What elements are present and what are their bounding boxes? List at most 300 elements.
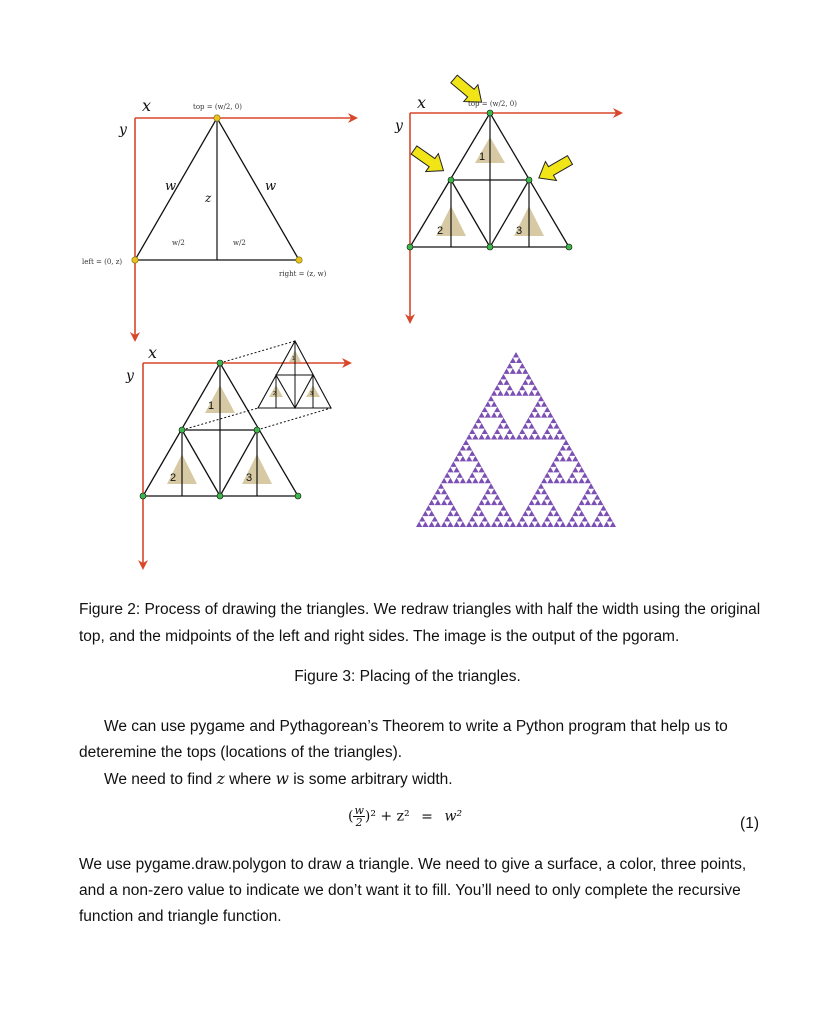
sierpinski-cell: [425, 505, 431, 510]
sierpinski-cell: [563, 440, 569, 445]
sierpinski-cell: [522, 368, 528, 373]
panel-1-geometry: [132, 115, 356, 340]
panel2-top-label: top = (w/2, 0): [468, 100, 517, 108]
sierpinski-cell: [554, 467, 560, 472]
sierpinski-cell: [504, 379, 510, 384]
sierpinski-cell: [485, 434, 491, 439]
sierpinski-cell: [560, 456, 566, 461]
sierpinski-cell: [529, 423, 535, 428]
sierpinski-cell: [457, 450, 463, 455]
sierpinski-cell: [569, 450, 575, 455]
sierpinski-cell: [572, 522, 578, 527]
eq-equals: =: [421, 808, 433, 825]
panel3-mini-label-3: 3: [310, 391, 313, 397]
panel3-zoom-line: [257, 408, 331, 430]
sierpinski-cell: [475, 461, 481, 466]
sierpinski-cell: [422, 522, 428, 527]
sierpinski-cell: [466, 434, 472, 439]
sierpinski-cell: [510, 434, 516, 439]
eq-frac-num: w: [354, 804, 364, 817]
panel2-tri-label-3: 3: [516, 225, 523, 237]
sierpinski-cell: [547, 478, 553, 483]
sierpinski-cell: [429, 522, 435, 527]
sierpinski-cell: [597, 511, 603, 516]
sierpinski-cell: [532, 494, 538, 499]
sierpinski-cell: [541, 401, 547, 406]
sierpinski-cell: [572, 456, 578, 461]
sierpinski-cell: [482, 407, 488, 412]
sierpinski-cell: [497, 423, 503, 428]
sierpinski-cell: [422, 511, 428, 516]
sierpinski-cell: [504, 434, 510, 439]
sierpinski-cell: [557, 516, 563, 521]
sierpinski-cell: [444, 516, 450, 521]
panel3-vertex: [179, 427, 185, 433]
eq-right: w²: [444, 808, 463, 825]
sierpinski-cell: [441, 522, 447, 527]
sierpinski-cell: [488, 483, 494, 488]
sierpinski-cell: [522, 423, 528, 428]
sierpinski-cell: [447, 500, 453, 505]
sierpinski-cell: [554, 423, 560, 428]
sierpinski-cell: [547, 412, 553, 417]
sierpinski-cell: [485, 478, 491, 483]
panel2-vertex: [487, 110, 493, 116]
sierpinski-cell: [491, 522, 497, 527]
sierpinski-cell: [594, 494, 600, 499]
sierpinski-cell: [454, 478, 460, 483]
sierpinski-cell: [482, 472, 488, 477]
sierpinski-cell: [585, 489, 591, 494]
panel3-zoom-line: [220, 341, 295, 363]
panel3-vertex: [295, 493, 301, 499]
sierpinski-cell: [491, 401, 497, 406]
sierpinski-cell: [532, 516, 538, 521]
eq-frac-den: 2: [355, 816, 363, 829]
panel1-height-label: z: [205, 191, 212, 205]
sierpinski-cell: [447, 511, 453, 516]
sierpinski-cell: [604, 511, 610, 516]
sierpinski-cell: [504, 368, 510, 373]
sierpinski-cell: [557, 450, 563, 455]
sierpinski-cell: [579, 467, 585, 472]
sierpinski-cell: [585, 522, 591, 527]
sierpinski-cell: [522, 390, 528, 395]
sierpinski-cell: [460, 445, 466, 450]
sierpinski-cell: [510, 368, 516, 373]
panel2-vertex: [448, 177, 454, 183]
sierpinski-cell: [441, 489, 447, 494]
sierpinski-cell: [547, 434, 553, 439]
sierpinski-cell: [435, 500, 441, 505]
sierpinski-cell: [488, 396, 494, 401]
sierpinski-cell: [544, 494, 550, 499]
sierpinski-cell: [432, 516, 438, 521]
panel1-half-right-label: w/2: [233, 239, 246, 247]
sierpinski-cell: [441, 478, 447, 483]
sierpinski-cell: [472, 467, 478, 472]
sierpinski-cell: [466, 456, 472, 461]
sierpinski-cell: [454, 456, 460, 461]
sierpinski-cell: [535, 390, 541, 395]
sierpinski-cell: [475, 505, 481, 510]
sierpinski-cell: [491, 390, 497, 395]
sierpinski-cell: [525, 418, 531, 423]
sierpinski-cell: [491, 412, 497, 417]
sierpinski-cell: [479, 511, 485, 516]
panel3-vertex: [217, 493, 223, 499]
sierpinski-cell: [469, 516, 475, 521]
sierpinski-cell: [479, 412, 485, 417]
panel-2-geometry: [407, 71, 621, 322]
sierpinski-cell: [497, 500, 503, 505]
sierpinski-cell: [525, 374, 531, 379]
sierpinski-cell: [544, 407, 550, 412]
sierpinski-cell: [532, 429, 538, 434]
sierpinski-cell: [469, 429, 475, 434]
sierpinski-cell: [494, 385, 500, 390]
sierpinski-cell: [460, 478, 466, 483]
sierpinski-cell: [504, 511, 510, 516]
sierpinski-cell: [554, 434, 560, 439]
sierpinski-cell: [519, 363, 525, 368]
sierpinski-cell: [460, 456, 466, 461]
sierpinski-cell: [554, 522, 560, 527]
panel3-x-label: x: [148, 343, 158, 362]
var-w: w: [275, 770, 289, 788]
panel3-tri-label-3: 3: [246, 472, 253, 484]
panel1-y-label: y: [119, 122, 127, 138]
sierpinski-cell: [497, 434, 503, 439]
sierpinski-cell: [588, 483, 594, 488]
sierpinski-cell: [585, 500, 591, 505]
para-text: We need to find: [104, 771, 217, 788]
sierpinski-cell: [519, 516, 525, 521]
sierpinski-cell: [429, 500, 435, 505]
sierpinski-cell: [541, 434, 547, 439]
panel2-vertex: [566, 244, 572, 250]
sierpinski-cell: [575, 461, 581, 466]
sierpinski-cell: [479, 434, 485, 439]
sierpinski-cell: [532, 385, 538, 390]
sierpinski-cell: [554, 456, 560, 461]
sierpinski-cell: [504, 390, 510, 395]
panel2-vertex: [487, 244, 493, 250]
panel3-y-label: y: [126, 368, 134, 384]
sierpinski-cell: [541, 500, 547, 505]
sierpinski-cell: [597, 500, 603, 505]
sierpinski-cell: [550, 461, 556, 466]
sierpinski-cell: [435, 489, 441, 494]
sierpinski-cell: [529, 511, 535, 516]
panel1-right-label: right = (z, w): [279, 270, 327, 278]
sierpinski-cell: [507, 516, 513, 521]
figure-3-caption: Figure 3: Placing of the triangles.: [294, 668, 521, 685]
sierpinski-cell: [575, 505, 581, 510]
sierpinski-cell: [482, 429, 488, 434]
sierpinski-cell: [560, 445, 566, 450]
sierpinski-cell: [522, 511, 528, 516]
sierpinski-cell: [535, 500, 541, 505]
sierpinski-cell: [516, 390, 522, 395]
sierpinski-cell: [569, 516, 575, 521]
sierpinski-cell: [566, 445, 572, 450]
sierpinski-cell: [441, 500, 447, 505]
sierpinski-cell: [479, 478, 485, 483]
sierpinski-cell: [447, 467, 453, 472]
sierpinski-cell: [519, 385, 525, 390]
sierpinski-cell: [529, 522, 535, 527]
sierpinski-cell: [429, 511, 435, 516]
panel3-tri-label-2: 2: [170, 472, 177, 484]
panel1-left-side-label: w: [165, 179, 177, 194]
panel2-vertex: [526, 177, 532, 183]
sierpinski-cell: [444, 472, 450, 477]
sierpinski-cell: [507, 385, 513, 390]
para-text: is some arbitrary width.: [288, 771, 453, 788]
sierpinski-cell: [466, 445, 472, 450]
sierpinski-cell: [522, 434, 528, 439]
sierpinski-cell: [547, 511, 553, 516]
panel1-left-vertex: [132, 257, 138, 263]
sierpinski-cell: [547, 467, 553, 472]
panel2-tri-label-1: 1: [479, 151, 486, 163]
para-text: where: [224, 771, 276, 788]
sierpinski-cell: [547, 522, 553, 527]
sierpinski-cell: [572, 467, 578, 472]
panel2-vertex: [407, 244, 413, 250]
panel1-x-label: x: [142, 96, 152, 115]
yellow-arrow-icon: [408, 141, 450, 180]
sierpinski-cell: [529, 379, 535, 384]
sierpinski-cell: [510, 357, 516, 362]
sierpinski-cell: [510, 390, 516, 395]
sierpinski-cell: [457, 516, 463, 521]
sierpinski-cell: [479, 467, 485, 472]
sierpinski-cell: [500, 418, 506, 423]
sierpinski-cell: [522, 379, 528, 384]
sierpinski-cell: [447, 478, 453, 483]
sierpinski-cell: [454, 522, 460, 527]
sierpinski-cell: [516, 368, 522, 373]
sierpinski-cell: [529, 390, 535, 395]
sierpinski-cell: [610, 522, 616, 527]
sierpinski-cell: [594, 516, 600, 521]
panel1-right-vertex: [296, 257, 302, 263]
sierpinski-cell: [535, 401, 541, 406]
sierpinski-cell: [457, 472, 463, 477]
sierpinski-cell: [507, 363, 513, 368]
sierpinski-cell: [485, 522, 491, 527]
sierpinski-cell: [560, 522, 566, 527]
sierpinski-cell: [500, 505, 506, 510]
sierpinski-cell: [466, 478, 472, 483]
panel-3-geometry: [140, 341, 350, 568]
sierpinski-cell: [544, 516, 550, 521]
sierpinski-cell: [535, 434, 541, 439]
panel1-top-label: top = (w/2, 0): [193, 103, 242, 111]
sierpinski-cell: [454, 511, 460, 516]
sierpinski-cell: [591, 522, 597, 527]
panel2-x-label: x: [417, 93, 427, 112]
sierpinski-cell: [472, 511, 478, 516]
sierpinski-cell: [513, 352, 519, 357]
sierpinski-cell: [560, 478, 566, 483]
sierpinski-cell: [450, 461, 456, 466]
sierpinski-cell: [525, 505, 531, 510]
sierpinski-cell: [469, 450, 475, 455]
sierpinski-cell: [544, 429, 550, 434]
sierpinski-cell: [504, 522, 510, 527]
sierpinski-cell: [557, 429, 563, 434]
sierpinski-cell: [529, 412, 535, 417]
eq-open-paren: (: [348, 808, 354, 825]
sierpinski-cell: [491, 500, 497, 505]
sierpinski-cell: [444, 494, 450, 499]
sierpinski-cell: [554, 511, 560, 516]
sierpinski-cell: [447, 522, 453, 527]
sierpinski-cell: [566, 456, 572, 461]
sierpinski-cell: [497, 390, 503, 395]
sierpinski-cell: [550, 418, 556, 423]
sierpinski-cell: [566, 478, 572, 483]
sierpinski-cell: [604, 522, 610, 527]
sierpinski-cell: [466, 522, 472, 527]
sierpinski-cell: [472, 522, 478, 527]
sierpinski-cell: [516, 357, 522, 362]
panel1-top-vertex: [214, 115, 220, 121]
sierpinski-cell: [479, 500, 485, 505]
paragraph-pygame-intro: We can use pygame and Pythagorean’s Theorem to write a Python program that help us to deteremine the tops (locations of the triangles).: [79, 718, 728, 761]
sierpinski-cell: [463, 440, 469, 445]
sierpinski-cell: [579, 511, 585, 516]
sierpinski-cell: [529, 434, 535, 439]
sierpinski-cell: [454, 467, 460, 472]
sierpinski-cell: [541, 478, 547, 483]
panel1-left-label: left = (0, z): [82, 258, 123, 266]
sierpinski-cell: [497, 522, 503, 527]
sierpinski-cell: [566, 522, 572, 527]
sierpinski-cell: [607, 516, 613, 521]
sierpinski-cell: [416, 522, 422, 527]
paragraph-find-z: [79, 766, 761, 793]
sierpinski-cell: [541, 489, 547, 494]
panel3-vertex: [217, 360, 223, 366]
sierpinski-cell: [450, 505, 456, 510]
panel3-mini-label-2: 2: [273, 391, 276, 397]
sierpinski-cell: [516, 522, 522, 527]
sierpinski-cell: [535, 412, 541, 417]
sierpinski-cell: [485, 401, 491, 406]
sierpinski-cell: [435, 522, 441, 527]
sierpinski-cell: [472, 423, 478, 428]
sierpinski-cell: [491, 489, 497, 494]
paragraph-draw-polygon: We use pygame.draw.polygon to draw a triangle. We need to give a surface, a color, three points, and a non-zero value to indicate we don’t want it to fill. You’ll need to only complete the recursive function and triangle function.: [79, 856, 747, 925]
equation-1: [0, 805, 815, 845]
sierpinski-cell: [582, 494, 588, 499]
panel3-vertex: [140, 493, 146, 499]
sierpinski-cell: [491, 434, 497, 439]
sierpinski-cell: [479, 522, 485, 527]
sierpinski-cell: [591, 489, 597, 494]
sierpinski-cell: [541, 522, 547, 527]
yellow-arrow-icon: [533, 150, 575, 187]
sierpinski-cell: [535, 522, 541, 527]
sierpinski-cell: [469, 472, 475, 477]
sierpinski-cell: [572, 478, 578, 483]
sierpinski-cell: [557, 472, 563, 477]
sierpinski-cell: [432, 494, 438, 499]
panel3-mini-label-1: 1: [292, 356, 295, 362]
sierpinski-cell: [500, 374, 506, 379]
sierpinski-cell: [494, 516, 500, 521]
equation-body: [348, 805, 462, 828]
sierpinski-cell: [482, 494, 488, 499]
var-z: z: [216, 770, 225, 788]
sierpinski-cell: [494, 407, 500, 412]
sierpinski-cell: [547, 500, 553, 505]
sierpinski-cell: [550, 505, 556, 510]
sierpinski-cell: [419, 516, 425, 521]
sierpinski-cell: [516, 434, 522, 439]
sierpinski-cell: [475, 418, 481, 423]
eq-fraction: [353, 805, 364, 828]
panel3-vertex: [254, 427, 260, 433]
eq-left-rest: )² + z²: [364, 808, 410, 825]
sierpinski-cell: [535, 489, 541, 494]
panel1-half-left-label: w/2: [172, 239, 185, 247]
sierpinski-cell: [497, 412, 503, 417]
sierpinski-cell: [460, 522, 466, 527]
sierpinski-cell: [579, 478, 585, 483]
sierpinski-cell: [522, 522, 528, 527]
sierpinski-cell: [572, 511, 578, 516]
sierpinski-cell: [579, 522, 585, 527]
sierpinski-cell: [547, 423, 553, 428]
sierpinski-triangle: [416, 352, 616, 527]
sierpinski-cell: [494, 429, 500, 434]
sierpinski-cell: [569, 472, 575, 477]
sierpinski-cell: [538, 396, 544, 401]
sierpinski-cell: [497, 379, 503, 384]
sierpinski-cell: [585, 478, 591, 483]
equation-number: (1): [740, 815, 759, 832]
sierpinski-cell: [597, 522, 603, 527]
sierpinski-cell: [600, 505, 606, 510]
panel2-y-label: y: [395, 118, 403, 134]
sierpinski-cell: [582, 516, 588, 521]
sierpinski-cell: [538, 483, 544, 488]
sierpinski-cell: [494, 494, 500, 499]
sierpinski-cell: [472, 478, 478, 483]
sierpinski-cell: [532, 407, 538, 412]
sierpinski-cell: [485, 489, 491, 494]
sierpinski-cell: [504, 423, 510, 428]
sierpinski-cell: [591, 500, 597, 505]
sierpinski-cell: [582, 472, 588, 477]
figure-2-caption: Figure 2: Process of drawing the triangles. We redraw triangles with half the width using the original top, and the midpoints of the left and right sides. The image is the output of the pgoram.: [79, 601, 761, 645]
sierpinski-cell: [560, 434, 566, 439]
sierpinski-cell: [482, 516, 488, 521]
sierpinski-cell: [507, 429, 513, 434]
sierpinski-cell: [485, 500, 491, 505]
sierpinski-cell: [510, 522, 516, 527]
sierpinski-cell: [438, 483, 444, 488]
panel2-tri-label-2: 2: [437, 225, 444, 237]
sierpinski-cell: [485, 412, 491, 417]
sierpinski-cell: [554, 478, 560, 483]
sierpinski-cell: [541, 412, 547, 417]
